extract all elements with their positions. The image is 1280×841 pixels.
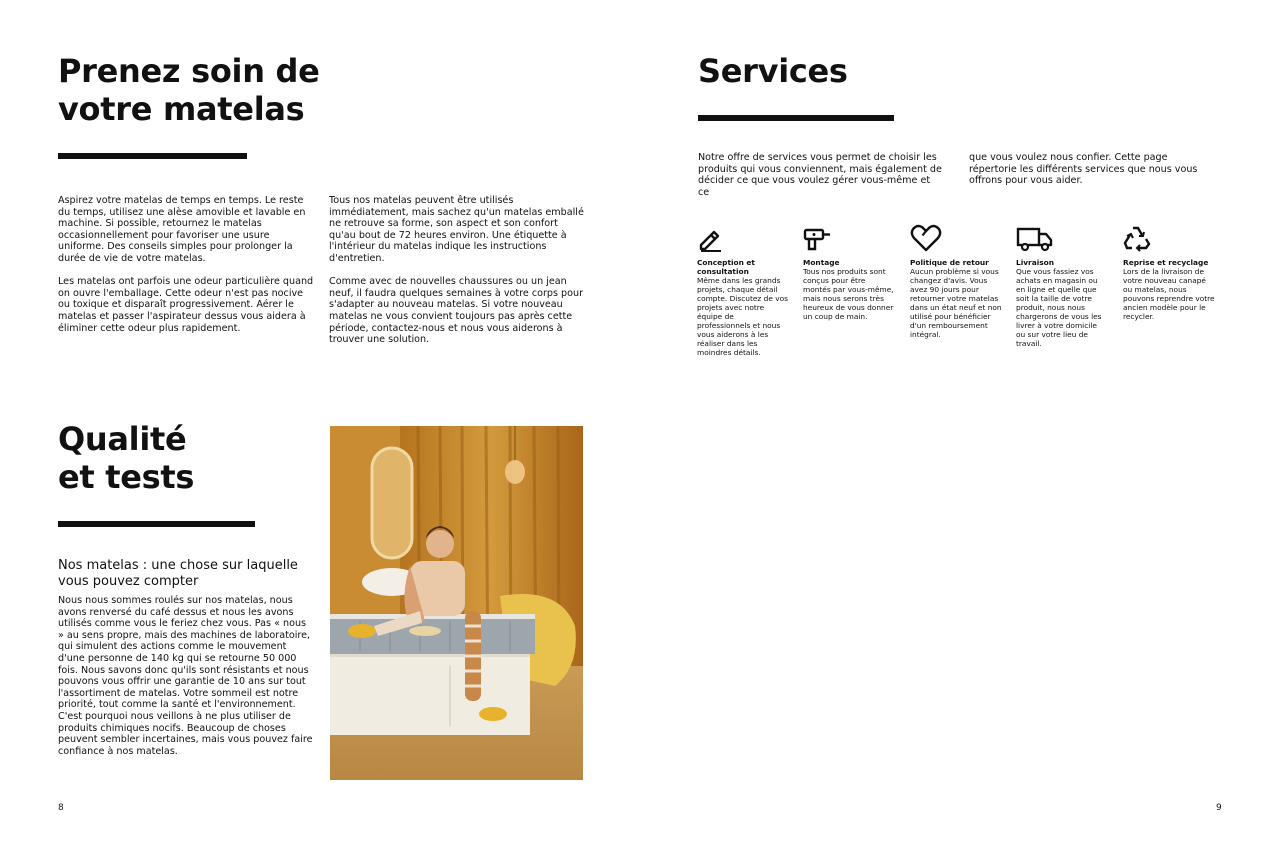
pencil-icon bbox=[697, 224, 725, 252]
drill-icon bbox=[803, 224, 831, 252]
care-column-1 bbox=[58, 195, 314, 334]
bedroom-photo bbox=[330, 426, 583, 780]
service-title: Reprise et recyclage bbox=[1123, 258, 1209, 267]
service-description: Aucun problème si vous changez d'avis. Vous avez 90 jours pour retourner votre matelas dans un état neuf et non utilisé pour bénéficier d'un remboursement intégral. bbox=[910, 267, 1002, 339]
service-title: Politique de retour bbox=[910, 258, 989, 267]
care-col2-paragraph-1: Tous nos matelas peuvent être utilisés immédiatement, mais sachez qu'un matelas emballé ne retrouve sa forme, son aspect et son confort qu'au bout de 72 heures environ. Une étiquette à l'intérieur du matelas indique les instructions d'entretien. bbox=[329, 195, 584, 264]
quality-title-line2: et tests bbox=[58, 458, 195, 496]
truck-icon bbox=[1016, 224, 1054, 252]
services-intro-col1: Notre offre de services vous permet de choisir les produits qui vous conviennent, mais également de décider ce que vous voulez gérer vous-même et ce bbox=[698, 152, 942, 199]
service-item-delivery bbox=[1016, 224, 1108, 348]
services-title: Services bbox=[698, 52, 848, 90]
service-title: Conception et consultation bbox=[697, 258, 755, 276]
care-col2-paragraph-2: Comme avec de nouvelles chaussures ou un jean neuf, il faudra quelques semaines à votre corps pour s'adapter au nouveau matelas. Si votre nouveau matelas ne vous convient toujours pas après cette période, contactez-nous et nous vous aiderons à trouver une solution. bbox=[329, 276, 584, 346]
service-item-recycling bbox=[1123, 224, 1215, 321]
service-description: Que vous fassiez vos achats en magasin ou en ligne et quelle que soit la taille de votre produit, nous nous chargerons de vous les livrer à votre domicile ou sur votre lieu de travail. bbox=[1016, 267, 1102, 348]
care-col1-paragraph-1: Aspirez votre matelas de temps en temps. Le reste du temps, utilisez une alèse amovible et lavable en machine. Si possible, retournez le matelas occasionnellement pour favoriser une usure uniforme. Des conseils simples pour prolonger la durée de vie de votre matelas. bbox=[58, 195, 306, 264]
services-title-rule bbox=[698, 115, 894, 121]
bedroom-illustration bbox=[330, 426, 583, 780]
service-description: Tous nos produits sont conçus pour être montés par vous-même, mais nous serons très heureux de vous donner un coup de main. bbox=[803, 267, 894, 321]
quality-subtitle: Nos matelas : une chose sur laquelle vous pouvez compter bbox=[58, 558, 298, 589]
care-title-rule bbox=[58, 153, 247, 159]
quality-title bbox=[58, 420, 318, 496]
service-item-design bbox=[697, 224, 789, 357]
page-number-right: 9 bbox=[1216, 803, 1222, 813]
quality-title-rule bbox=[58, 521, 255, 527]
service-item-returns bbox=[910, 224, 1002, 339]
care-title bbox=[58, 52, 358, 128]
service-description: Même dans les grands projets, chaque détail compte. Discutez de vos projets avec notre équipe de professionnels et nous vous aiderons à les réaliser dans les moindres détails. bbox=[697, 276, 788, 357]
quality-body: Nous nous sommes roulés sur nos matelas, nous avons renversé du café dessus et nous les avons utilisés comme vous le feriez chez vous. Pas « nous » au sens propre, mais des machines de laboratoire, qui simulent des actions comme le mouvement d'une personne de 140 kg qui se retourne 50 000 fois. Nous savons donc qu'ils sont résistants et nous pouvons vous offrir une garantie de 10 ans sur tout l'assortiment de matelas. Votre sommeil est notre priorité, tout comme la santé et l'environnement. C'est pourquoi nous veillons à ne plus utiliser de produits chimiques nocifs. Beaucoup de choses peuvent sembler incertaines, mais vous pouvez faire confiance à nos matelas. bbox=[58, 595, 313, 757]
care-title-line1: Prenez soin de bbox=[58, 52, 320, 90]
quality-title-line1: Qualité bbox=[58, 420, 187, 458]
recycle-icon bbox=[1123, 224, 1151, 252]
service-item-assembly bbox=[803, 224, 895, 321]
service-title: Montage bbox=[803, 258, 840, 267]
service-description: Lors de la livraison de votre nouveau canapé ou matelas, nous pouvons reprendre votre ancien modèle pour le recycler. bbox=[1123, 267, 1215, 321]
page-number-left: 8 bbox=[58, 803, 64, 813]
services-intro-col2: que vous voulez nous confier. Cette page répertorie les différents services que nous vous offrons pour vous aider. bbox=[969, 152, 1198, 187]
service-title: Livraison bbox=[1016, 258, 1054, 267]
heart-icon bbox=[910, 224, 942, 252]
care-column-2 bbox=[329, 195, 585, 346]
care-title-line2: votre matelas bbox=[58, 90, 305, 128]
care-col1-paragraph-2: Les matelas ont parfois une odeur particulière quand on ouvre l'emballage. Cette odeur n'est pas nocive ou toxique et disparaît progressivement. Aérer le matelas et passer l'aspirateur dessus vous aidera à éliminer cette odeur plus rapidement. bbox=[58, 276, 314, 334]
